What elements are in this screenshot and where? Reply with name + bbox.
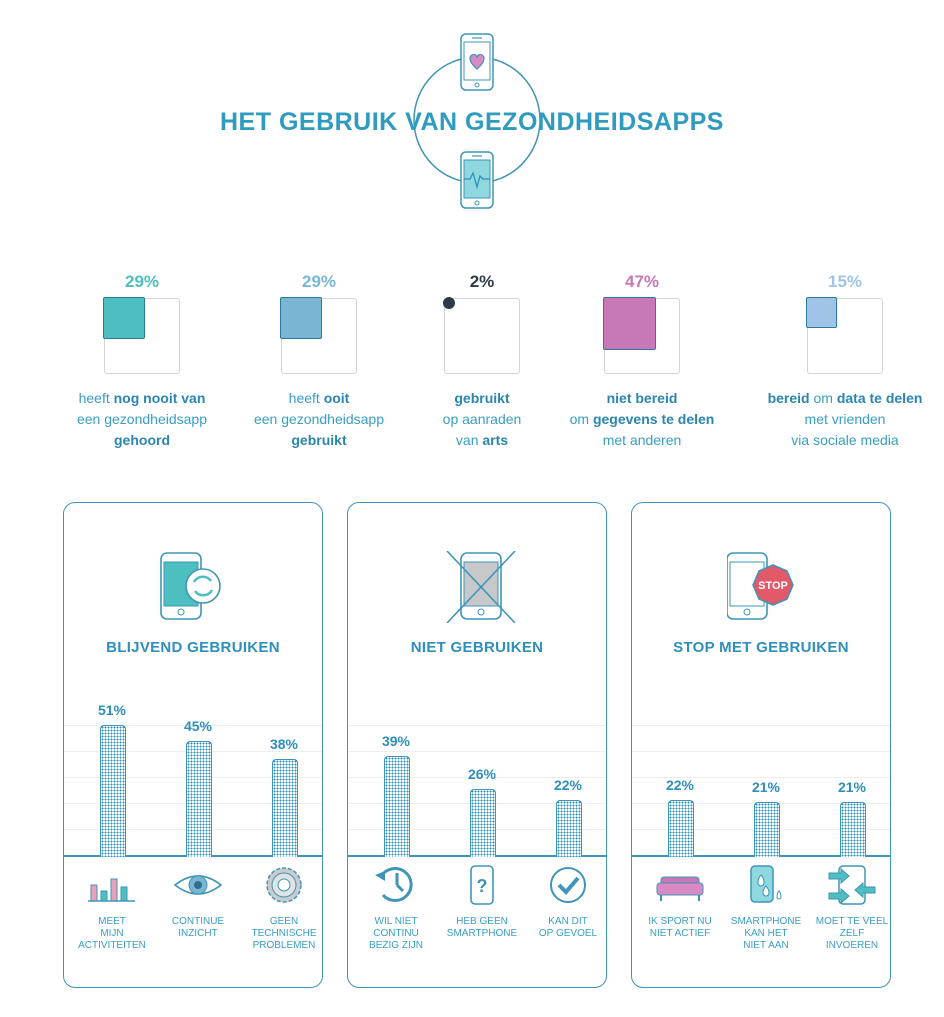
stat-description-line [47, 430, 237, 451]
stat-text: met vrienden [804, 411, 886, 427]
clock-arrow-icon [371, 865, 421, 905]
chart-panel [347, 502, 607, 988]
reason-label-line: KAN HET [744, 928, 788, 939]
stat-description-line [750, 409, 940, 430]
reason-label [526, 916, 610, 940]
stat-text: om [809, 390, 837, 406]
chart-bar [384, 756, 410, 857]
stat-fill [806, 297, 837, 328]
stat-description-line [750, 430, 940, 451]
stat-fill [280, 297, 322, 339]
stat-fill [443, 297, 455, 309]
stat-description [224, 388, 414, 451]
gridline [632, 725, 890, 726]
reason-label [242, 916, 326, 952]
reason-label-line: TECHNISCHE [251, 928, 317, 939]
stat-text-bold: gehoord [114, 432, 170, 448]
reason-label-line: INZICHT [178, 928, 218, 939]
chart-bar [668, 800, 694, 857]
gridline [348, 751, 606, 752]
bar-value-label: 26% [467, 766, 497, 782]
stat-box [104, 298, 180, 374]
reason-label-line: ACTIVITEITEN [78, 940, 146, 951]
stat-description [547, 388, 737, 451]
reason-label [724, 916, 808, 952]
bar-value-label: 38% [269, 736, 299, 752]
eye-icon [173, 865, 223, 905]
bar-value-label: 39% [381, 733, 411, 749]
reason-label-line: OP GEVOEL [538, 928, 598, 939]
checkmark-icon [543, 865, 593, 905]
bar-value-label: 45% [183, 718, 213, 734]
water-drops-icon [741, 865, 791, 905]
stat-text: met anderen [602, 432, 682, 448]
stat-percent: 47% [624, 272, 660, 291]
reason-label [354, 916, 438, 952]
stat-text: van [455, 432, 483, 448]
stat-description-line [750, 388, 940, 409]
stat-text: heeft [78, 390, 114, 406]
stat-text-bold: ooit [323, 390, 350, 406]
bar-value-label: 21% [751, 779, 781, 795]
stat-text-bold: gebruikt [454, 390, 510, 406]
reason-label-line: INVOEREN [825, 940, 879, 951]
stat-description-line [224, 409, 414, 430]
reason-label [70, 916, 154, 952]
stat-box [807, 298, 883, 374]
stat-text: via sociale media [791, 432, 899, 448]
reason-label-line: HEB GEEN [456, 916, 508, 927]
stat-description-line [47, 388, 237, 409]
stat-box [281, 298, 357, 374]
stat-text-bold: gegevens te delen [592, 411, 715, 427]
stat-description-line [547, 409, 737, 430]
stat-item [750, 272, 940, 451]
gridline [632, 751, 890, 752]
chart-bar [470, 789, 496, 857]
reason-label-line: ZELF [839, 928, 865, 939]
phone-heart-icon [461, 34, 493, 90]
stat-description-line [547, 388, 737, 409]
reason-label-line: MIJN [100, 928, 124, 939]
stat-text-bold: nog nooit van [113, 390, 206, 406]
reason-label-line: CONTINU [373, 928, 419, 939]
reason-label-line: NIET ACTIEF [649, 928, 711, 939]
stat-percent: 15% [827, 272, 863, 291]
stat-text: op aanraden [442, 411, 522, 427]
stat-text-bold: data te delen [836, 390, 923, 406]
stat-text-bold: bereid [767, 390, 810, 406]
gridline [348, 725, 606, 726]
stat-item [547, 272, 737, 451]
stat-text: heeft [288, 390, 324, 406]
bar-chart-icon [87, 865, 137, 905]
chart-bar [754, 802, 780, 857]
phone-stop-icon [727, 551, 807, 623]
reason-label-line: SMARTPHONE [446, 928, 518, 939]
stop-sign-text: STOP [758, 580, 788, 592]
data-entry-icon [827, 865, 877, 905]
chart-bar [100, 725, 126, 857]
stat-text-bold: gebruikt [291, 432, 347, 448]
phone-sync-icon [159, 551, 239, 623]
reason-label-line: WIL NIET [374, 916, 418, 927]
chart-panel [631, 502, 891, 988]
reason-label-line: BEZIG ZIJN [369, 940, 423, 951]
reason-label [440, 916, 524, 940]
reason-label-line: PROBLEMEN [252, 940, 316, 951]
stat-fill [603, 297, 656, 350]
reason-label-line: SMARTPHONE [730, 916, 802, 927]
page-title: HET GEBRUIK VAN GEZONDHEIDSAPPS [220, 108, 724, 136]
gear-icon [259, 865, 309, 905]
stat-percent: 29% [124, 272, 160, 291]
reason-label-line: MOET TE VEEL [815, 916, 889, 927]
reason-label [810, 916, 894, 952]
bar-value-label: 51% [97, 702, 127, 718]
stat-fill [103, 297, 145, 339]
bar-value-label: 22% [553, 777, 583, 793]
reason-label-line: KAN DIT [548, 916, 588, 927]
reason-label [156, 916, 240, 940]
stat-box [604, 298, 680, 374]
reason-label-line: MEET [98, 916, 126, 927]
sofa-icon [655, 865, 705, 905]
reason-label-line: GEEN [269, 916, 299, 927]
stat-description [47, 388, 237, 451]
stat-description-line [547, 430, 737, 451]
reason-label-line: CONTINUE [171, 916, 225, 927]
bar-value-label: 22% [665, 777, 695, 793]
stat-item [47, 272, 237, 451]
stat-box [444, 298, 520, 374]
chart-title: STOP MET GEBRUIKEN [673, 639, 849, 656]
stat-text: een gezondheidsapp [76, 411, 207, 427]
chart-bar [840, 802, 866, 857]
stat-text: om [569, 411, 593, 427]
chart-bar [556, 800, 582, 857]
phone-question-icon [457, 865, 507, 905]
chart-title: NIET GEBRUIKEN [410, 639, 544, 656]
stat-description-line [224, 430, 414, 451]
reason-label-line: IK SPORT NU [648, 916, 712, 927]
chart-bar [272, 759, 298, 857]
stat-item [224, 272, 414, 451]
chart-title: BLIJVEND GEBRUIKEN [106, 639, 280, 656]
phone-heartbeat-icon [461, 152, 493, 208]
stat-description-line [47, 409, 237, 430]
reason-label [638, 916, 722, 940]
chart-panel [63, 502, 323, 988]
stat-percent: 2% [469, 272, 495, 291]
stat-text-bold: arts [482, 432, 509, 448]
stat-text: een gezondheidsapp [253, 411, 384, 427]
svg-text:?: ? [476, 876, 488, 896]
bar-value-label: 21% [837, 779, 867, 795]
phone-crossed-icon [443, 551, 523, 623]
stat-text-bold: niet bereid [606, 390, 678, 406]
reason-label-line: NIET AAN [743, 940, 789, 951]
stat-description [750, 388, 940, 451]
chart-bar [186, 741, 212, 857]
stat-description-line [224, 388, 414, 409]
stat-percent: 29% [301, 272, 337, 291]
